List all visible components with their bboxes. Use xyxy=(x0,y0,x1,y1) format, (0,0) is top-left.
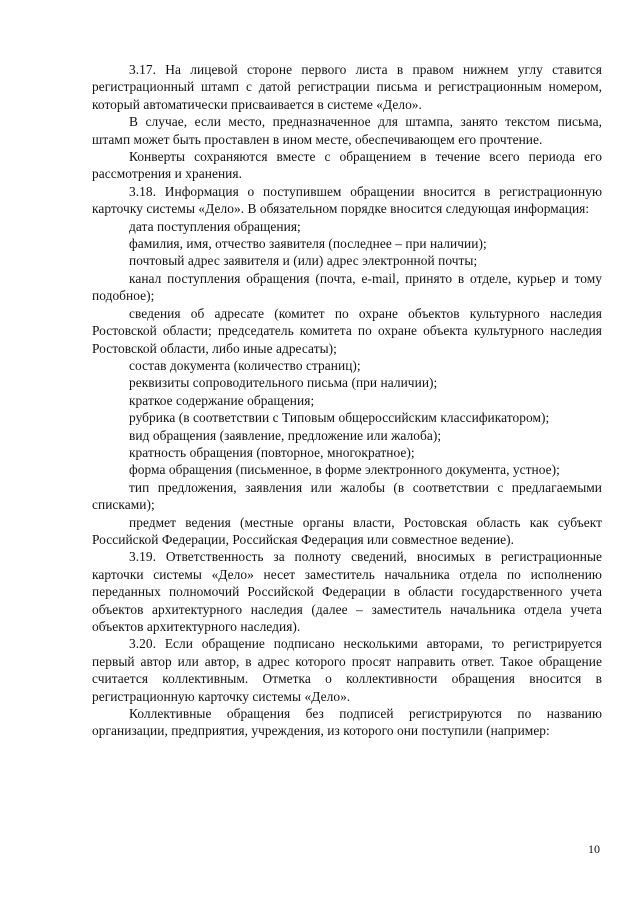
list-item: канал поступления обращения (почта, e-mail, принято в отделе, курьер и тому подобное); xyxy=(92,270,602,304)
list-item: фамилия, имя, отчество заявителя (последнее – при наличии); xyxy=(129,236,487,252)
list-item: дата поступления обращения; xyxy=(129,218,301,234)
paragraph-envelopes: Конверты сохраняются вместе с обращением в течение всего периода его рассмотрения и хранения. xyxy=(92,149,602,182)
list-item: форма обращения (письменное, в форме электронного документа, устное); xyxy=(129,462,560,478)
paragraph-3-17: 3.17. На лицевой стороне первого листа в правом нижнем углу ставится регистрационный штамп с датой регистрации письма и регистрационным номером, который автоматически присваивается в системе «Дело». xyxy=(92,62,602,112)
paragraph-3-19: 3.19. Ответственность за полноту сведений, вносимых в регистрационные карточки системы «Дело» несет заместитель начальника отдела по исполнению переданных полномочий Российской Федерации в области государственного учета объектов архитектурного наследия (далее – заместитель начальника отдела учета объектов архитектурного наследия). xyxy=(92,549,602,634)
list-item: рубрика (в соответствии с Типовым общероссийским классификатором); xyxy=(129,410,550,426)
paragraph-3-20: 3.20. Если обращение подписано несколькими авторами, то регистрируется первый автор или автор, в адрес которого просят направить ответ. Такое обращение считается коллективным. Отметка о коллективности обращения вносится в регистрационную карточку системы «Дело». xyxy=(92,636,602,704)
list-item: вид обращения (заявление, предложение или жалоба); xyxy=(129,427,442,443)
document-body xyxy=(92,61,602,740)
paragraph-stamp-placement: В случае, если место, предназначенное для штампа, занято текстом письма, штамп может быть проставлен в ином месте, обеспечивающем его прочтение. xyxy=(92,114,602,147)
page-number: 10 xyxy=(588,842,600,856)
list-item: краткое содержание обращения; xyxy=(129,392,315,408)
list-item: кратность обращения (повторное, многократное); xyxy=(129,444,415,460)
paragraph-3-18: 3.18. Информация о поступившем обращении вносится в регистрационную карточку системы «Дело». В обязательном порядке вносится следующая информация: xyxy=(92,183,602,217)
list-item: почтовый адрес заявителя и (или) адрес электронной почты; xyxy=(129,253,478,269)
list-item: сведения об адресате (комитет по охране объектов культурного наследия Ростовской области; председатель комитета по охране объекта культурного наследия Ростовской области, либо иные адресаты); xyxy=(92,305,602,356)
paragraph-collective-appeals: Коллективные обращения без подписей регистрируются по названию организации, предприятия, учреждения, из которого они поступили (например: xyxy=(92,706,602,739)
list-item: тип предложения, заявления или жалобы (в соответствии с предлагаемыми списками); xyxy=(92,479,602,513)
list-item: реквизиты сопроводительного письма (при наличии); xyxy=(129,375,438,391)
list-item: состав документа (количество страниц); xyxy=(129,357,361,373)
list-item: предмет ведения (местные органы власти, Ростовская область как субъект Российской Федерации, Российская Федерация или совместное ведение). xyxy=(92,514,602,547)
